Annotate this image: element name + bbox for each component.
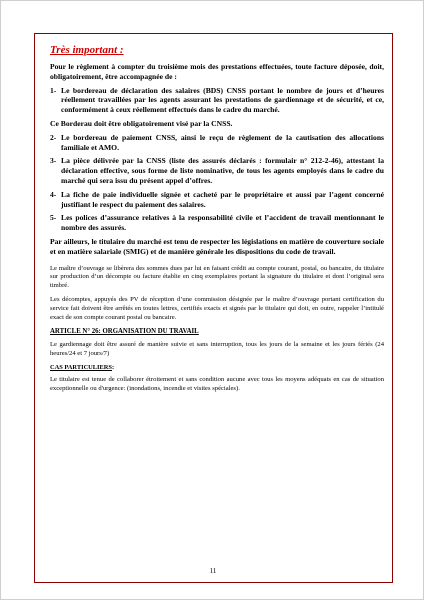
list-item <box>50 156 384 185</box>
cas-title-colon: : <box>111 364 115 372</box>
decomptes-paragraph: Les décomptes, appuyés des PV de réception d’une commission désignée par le maître d’ouvrage portant certification du service fait doivent être arrêtés en toutes lettres, certifiés exacts et signés par le titulaire qui doit, en outre, rappeler l’intitulé exact de son compte courant postal ou bancaire. <box>50 296 384 321</box>
list-item-text: La pièce délivrée par la CNSS (liste des assurés déclarés : formulair n° 212-2-46), attestant la déclaration effective, sous forme de liste nominative, de tous les agents employés dans le cadre du marché qui sera issu du présent appel d’offres. <box>61 156 384 185</box>
list-item <box>50 133 384 153</box>
list-item-text: Les polices d’assurance relatives à la responsabilité civile et l’accident de travail mentionnant le nombre des assurés. <box>61 213 384 233</box>
cas-paragraph: Le titulaire est tenue de collaborer étroitement et sans condition aucune avec tous les moyens adéquats en cas de situation exceptionnelle ou d'urgence: (inondations, incendie et visites spéciales). <box>50 376 384 392</box>
list-item-number: 5- <box>50 213 57 223</box>
gardiennage-paragraph: Le gardiennage doit être assuré de manière suivie et sans interruption, tous les jours de la semaine et les jours fériés (24 heures/24 et 7 jours/7) <box>50 341 384 357</box>
page-number: 11 <box>209 567 217 575</box>
list-item <box>50 86 384 115</box>
cas-title: CAS PARTICULIERS <box>50 364 112 372</box>
list-item-number: 1- <box>50 85 57 95</box>
important-heading: Très important : <box>50 44 124 56</box>
page-content <box>50 44 384 399</box>
cas-title-line <box>50 364 384 371</box>
payment-paragraph: Le maître d’ouvrage se libèrera des sommes dues par lui en faisant crédit au compte courant, postal, ou bancaire, du titulaire sur production d’un décompte ou facture établie en cinq exemplaires portant la signature du titulaire et dont l’original sera timbré. <box>50 264 384 289</box>
cnss-note: Ce Borderau doit être obligatoirement visé par la CNSS. <box>50 118 233 128</box>
list-item-text: Le bordereau de déclaration des salaires (BDS) CNSS portant le nombre de jours et d’heures réellement travaillées par les agents assurant les prestations de gardiennage et de sécurité, et ce, conformément à ceux réellement effectués dans le cadre du marché. <box>61 85 384 115</box>
list-item-number: 3- <box>50 156 57 166</box>
list-item-number: 2- <box>50 132 57 142</box>
legislation-paragraph: Par ailleurs, le titulaire du marché est tenu de respecter les législations en matière de couverture sociale et en matière salariale (SMIG) et de manière générale les dispositions du code de travail. <box>50 236 384 256</box>
list-item-text: La fiche de paie individuelle signée et cacheté par le propriétaire et aussi par l’agent concerné justifiant le respect du paiement des salaires. <box>61 189 384 209</box>
list-item <box>50 213 384 233</box>
list-item-number: 4- <box>50 189 57 199</box>
list-item <box>50 190 384 210</box>
intro-paragraph: Pour le règlement à compter du troisième mois des prestations effectuées, toute facture déposée, doit, obligatoirement, être accompagnée de : <box>50 62 384 81</box>
list-item-text: Le bordereau de paiement CNSS, ainsi le reçu de règlement de la cautisation des allocations familiale et AMO. <box>61 132 384 152</box>
article-title: ARTICLE N° 26: ORGANISATION DU TRAVAIL <box>50 328 199 336</box>
